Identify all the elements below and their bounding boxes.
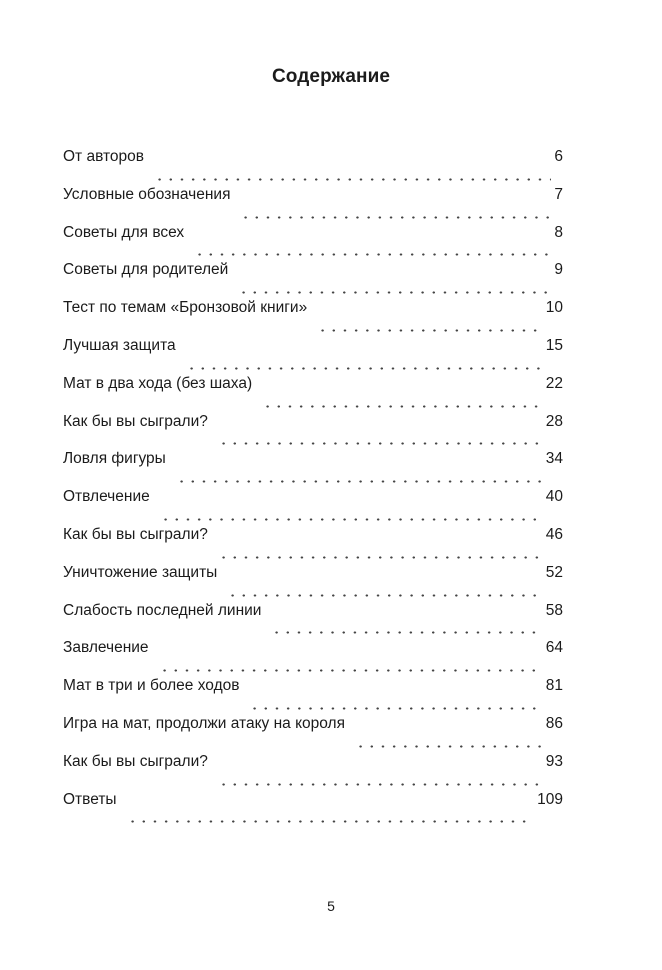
toc-entry-page: 93 [545, 752, 563, 770]
dot-leader [227, 594, 542, 597]
toc-entry [63, 752, 563, 790]
toc-entry-page: 15 [545, 336, 563, 354]
toc-entry-page: 52 [545, 563, 563, 581]
toc-entry [63, 563, 563, 601]
toc-entry [63, 676, 563, 714]
toc-entry-label: Советы для всех [63, 223, 185, 241]
page-title: Содержание [271, 66, 391, 87]
dot-leader [240, 216, 551, 219]
toc-entry-label: Условные обозначения [63, 185, 231, 203]
dot-leader [154, 178, 551, 181]
toc-entry-label: От авторов [63, 148, 144, 165]
dot-leader [159, 669, 543, 672]
toc-entry-page: 10 [545, 299, 563, 317]
toc-entry [63, 298, 563, 336]
toc-entry-label: Игра на мат, продолжи атаку на короля [63, 714, 345, 732]
toc-entry-label: Мат в два хода (без шаха) [63, 374, 253, 392]
toc-entry-label: Тест по темам «Бронзовой книги» [63, 299, 308, 317]
dot-leader [160, 518, 543, 521]
toc-entry [63, 336, 563, 374]
dot-leader [355, 745, 543, 748]
dot-leader [218, 783, 543, 786]
toc-entry [63, 185, 563, 223]
toc-entry-page: 6 [554, 148, 563, 165]
toc-entry-label: Ответы [63, 790, 117, 808]
toc-entry-page: 86 [545, 714, 563, 732]
toc-entry-label: Мат в три и более ходов [63, 677, 240, 695]
toc-entry [63, 638, 563, 676]
page-number: 5 [327, 898, 335, 914]
toc-entry-page: 64 [545, 639, 563, 657]
dot-leader [186, 367, 543, 370]
toc-entry-page: 58 [545, 601, 563, 619]
toc-entry-label: Как бы вы сыграли? [63, 412, 208, 430]
toc-entry-page: 7 [554, 185, 563, 203]
table-of-contents [63, 147, 563, 827]
toc-entry-label: Как бы вы сыграли? [63, 525, 208, 543]
toc-entry [63, 525, 563, 563]
toc-entry-label: Отвлечение [63, 488, 150, 506]
toc-entry [63, 223, 563, 261]
toc-entry-page: 9 [554, 261, 563, 279]
dot-leader [262, 405, 543, 408]
dot-leader [127, 820, 535, 823]
dot-leader [194, 253, 551, 256]
toc-entry [63, 790, 563, 828]
toc-entry-label: Как бы вы сыграли? [63, 752, 208, 770]
dot-leader [218, 556, 543, 559]
toc-entry-page: 81 [545, 677, 563, 695]
dot-leader [271, 631, 542, 634]
toc-entry-label: Уничтожение защиты [63, 563, 218, 581]
toc-entry-label: Советы для родителей [63, 261, 229, 279]
toc-entry [63, 374, 563, 412]
toc-entry [63, 487, 563, 525]
dot-leader [238, 291, 551, 294]
toc-entry-page: 40 [545, 488, 563, 506]
toc-entry-label: Ловля фигуры [63, 450, 166, 468]
toc-entry [63, 449, 563, 487]
toc-entry-page: 46 [545, 525, 563, 543]
toc-entry-page: 109 [537, 790, 563, 808]
toc-entry [63, 260, 563, 298]
toc-entry-page: 22 [545, 374, 563, 392]
toc-entry-page: 34 [545, 450, 563, 468]
toc-entry [63, 601, 563, 639]
toc-entry-label: Лучшая защита [63, 336, 176, 354]
dot-leader [249, 707, 542, 710]
toc-entry-label: Завлечение [63, 639, 149, 657]
toc-entry [63, 412, 563, 450]
toc-entry [63, 714, 563, 752]
toc-entry-page: 8 [554, 223, 563, 241]
dot-leader [176, 480, 543, 483]
dot-leader [317, 329, 543, 332]
toc-entry [63, 147, 563, 185]
dot-leader [218, 442, 543, 445]
toc-entry-label: Слабость последней линии [63, 601, 262, 619]
toc-entry-page: 28 [545, 412, 563, 430]
